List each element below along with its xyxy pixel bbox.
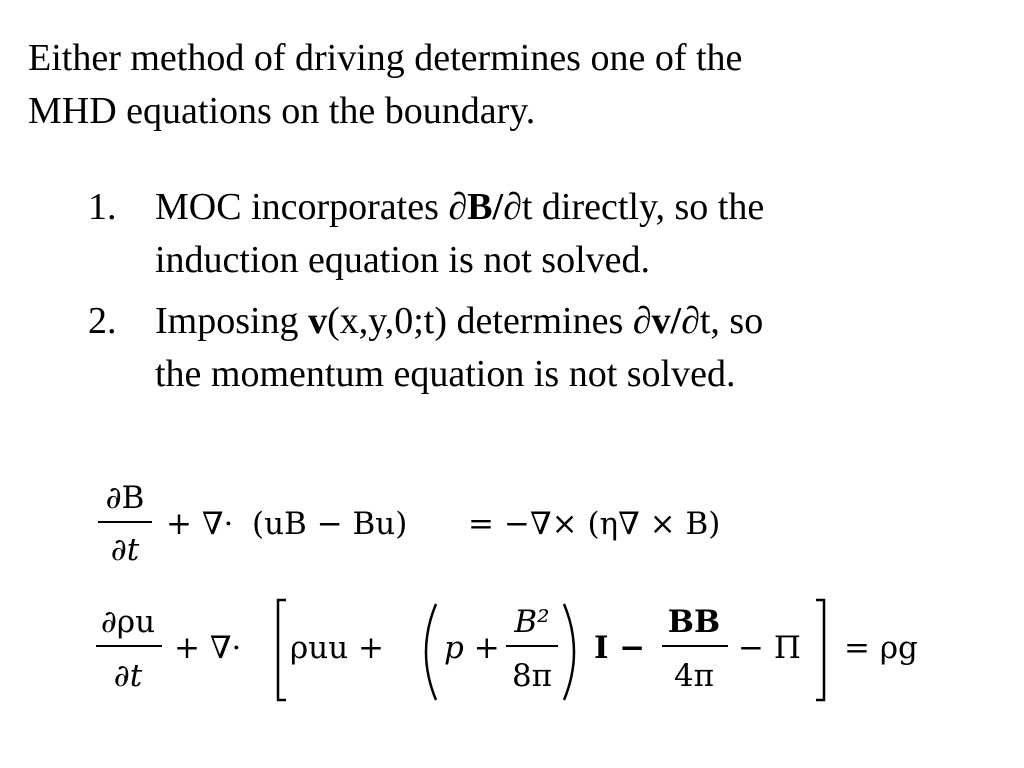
eq2-identity-term: I −	[594, 630, 646, 666]
intro-line-2: MHD equations on the boundary.	[28, 90, 536, 132]
numbered-list	[88, 181, 968, 409]
list-item	[88, 181, 968, 287]
bold-slash: /	[670, 300, 682, 342]
bold-symbol: v	[651, 300, 671, 342]
eq1-fraction-numerator: ∂B	[105, 480, 145, 516]
eq2-magnetic-pressure-numerator: B²	[514, 604, 550, 640]
eq1-equals-sign: =	[468, 506, 494, 542]
induction-equation	[94, 478, 794, 573]
eq2-divergence-operator: + ∇·	[174, 630, 242, 666]
list-item-number: 1.	[88, 186, 117, 228]
list-item-line-2: induction equation is not solved.	[155, 239, 651, 281]
bold-slash: /	[492, 186, 504, 228]
eq1-rhs: −∇× (η∇ × B)	[504, 506, 721, 542]
intro-line-1: Either method of driving determines one of the	[28, 37, 743, 79]
eq2-pressure-term: p +	[444, 630, 500, 666]
eq1-flux-term: (uB − Bu)	[252, 506, 408, 542]
eq1-divergence-operator: + ∇·	[166, 506, 234, 542]
eq2-maxwell-stress-denominator: 4π	[673, 658, 715, 694]
left-parenthesis	[426, 604, 436, 700]
eq2-rhs: = ρg	[844, 630, 918, 666]
momentum-equation	[94, 596, 954, 711]
list-item-line-1	[155, 295, 968, 348]
list-item-number: 2.	[88, 300, 117, 342]
text-run: (x,y,0;t) determines ∂	[327, 300, 652, 342]
eq2-maxwell-stress-numerator: BB	[667, 604, 721, 640]
eq1-fraction-denominator: ∂t	[110, 532, 140, 568]
right-parenthesis	[564, 604, 574, 700]
list-item-line-1	[155, 181, 968, 234]
text-run: Imposing	[155, 300, 309, 342]
left-square-bracket	[278, 600, 286, 700]
intro-paragraph	[28, 32, 988, 138]
right-square-bracket	[816, 600, 824, 700]
list-item-line-2: the momentum equation is not solved.	[155, 353, 736, 395]
eq2-fraction-denominator: ∂t	[113, 658, 143, 694]
text-run: ∂t directly, so the	[503, 186, 765, 228]
text-run: ∂t, so	[681, 300, 764, 342]
eq2-magnetic-pressure-denominator: 8π	[511, 658, 553, 694]
eq2-fraction-numerator: ∂ρu	[100, 604, 156, 640]
list-item-text	[155, 295, 968, 401]
bold-symbol: B	[467, 186, 493, 228]
bold-symbol: v	[308, 300, 328, 342]
list-item	[88, 295, 968, 401]
eq2-rho-uu-term: ρuu +	[290, 630, 384, 666]
eq2-viscous-stress-term: − Π	[738, 630, 801, 666]
list-item-text	[155, 181, 968, 287]
text-run: MOC incorporates ∂	[155, 186, 468, 228]
